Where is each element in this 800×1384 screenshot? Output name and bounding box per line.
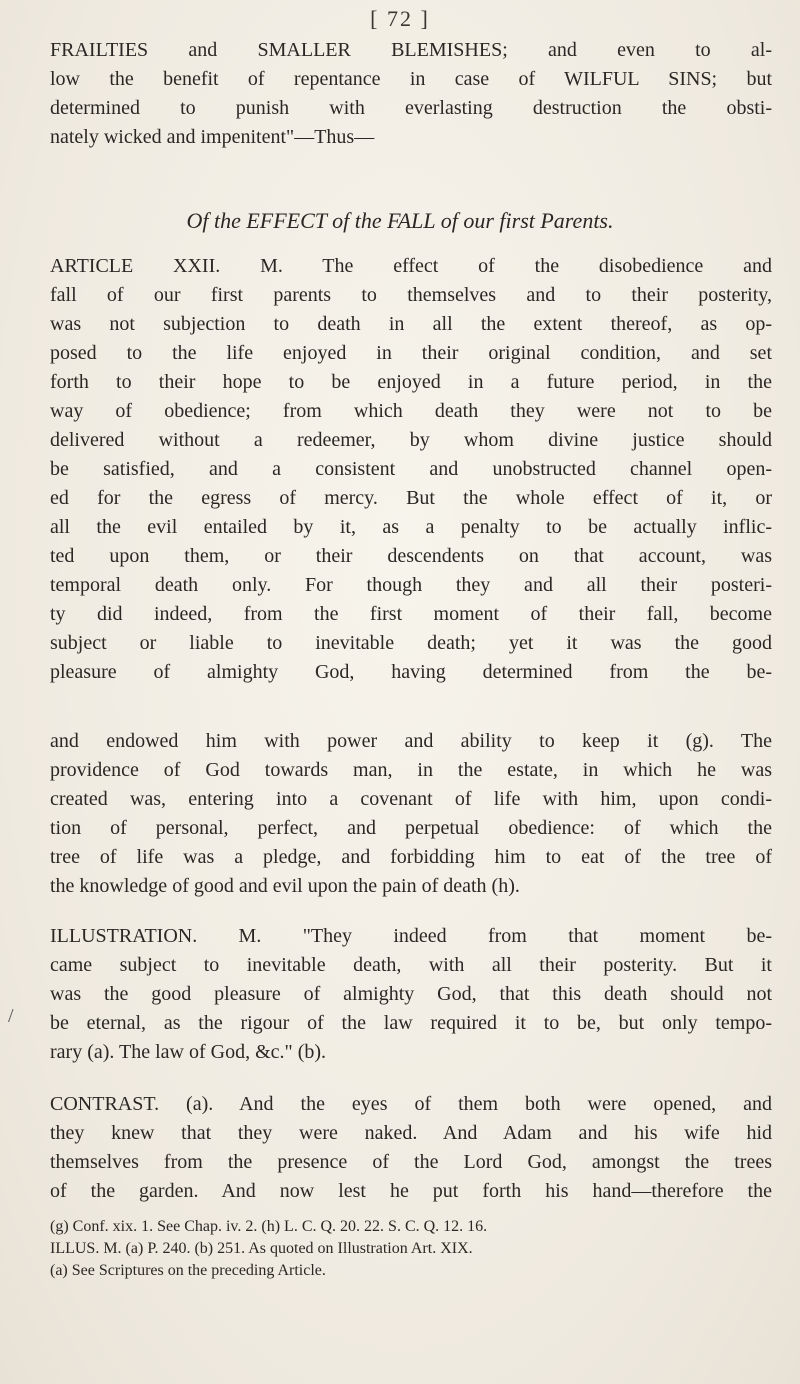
text-line: low the benefit of repentance in case of WILFUL SINS; but: [50, 68, 772, 90]
text-line: rary (a). The law of God, &c." (b).: [50, 1041, 327, 1063]
page-number: [ 72 ]: [370, 6, 430, 31]
text-line: ed for the egress of mercy. But the whole effect of it, or: [50, 487, 772, 509]
section-heading: Of the EFFECT of the FALL of our first Parents.: [186, 208, 614, 233]
text-line: they knew that they were naked. And Adam and his wife hid: [50, 1122, 772, 1144]
margin-slash-mark: /: [8, 1005, 14, 1027]
text-line: fall of our first parents to themselves and to their posterity,: [50, 284, 772, 306]
text-line: the knowledge of good and evil upon the pain of death (h).: [50, 875, 520, 897]
text-line: all the evil entailed by it, as a penalty to be actually inflic-: [50, 516, 772, 538]
text-line: delivered without a redeemer, by whom divine justice should: [50, 429, 772, 451]
text-line: ILLUSTRATION. M. "They indeed from that moment be-: [50, 925, 772, 947]
text-line: pleasure of almighty God, having determined from the be-: [50, 661, 772, 683]
text-line: tion of personal, perfect, and perpetual obedience: of which the: [50, 817, 772, 839]
illustration-paragraph: [50, 922, 772, 1067]
text-line: tree of life was a pledge, and forbidding him to eat of the tree of: [50, 846, 772, 868]
text-line: posed to the life enjoyed in their original condition, and set: [50, 342, 772, 364]
footnote-line: (g) Conf. xix. 1. See Chap. iv. 2. (h) L. C. Q. 20. 22. S. C. Q. 12. 16.: [50, 1218, 488, 1235]
contrast-paragraph: [50, 1090, 772, 1206]
text-line: be eternal, as the rigour of the law required it to be, but only tempo-: [50, 1012, 772, 1034]
continuation-paragraph: [50, 727, 772, 901]
text-line: created was, entering into a covenant of life with him, upon condi-: [50, 788, 772, 810]
footnote-line: ILLUS. M. (a) P. 240. (b) 251. As quoted on Illustration Art. XIX.: [50, 1240, 473, 1257]
text-line: was the good pleasure of almighty God, that this death should not: [50, 983, 772, 1005]
text-line: providence of God towards man, in the estate, in which he was: [50, 759, 772, 781]
text-line: and endowed him with power and ability to keep it (g). The: [50, 730, 772, 752]
text-line: CONTRAST. (a). And the eyes of them both were opened, and: [50, 1093, 772, 1115]
text-line: determined to punish with everlasting destruction the obsti-: [50, 97, 772, 119]
text-line: of the garden. And now lest he put forth his hand—therefore the: [50, 1180, 772, 1202]
text-line: was not subjection to death in all the extent thereof, as op-: [50, 313, 772, 335]
text-line: came subject to inevitable death, with all their posterity. But it: [50, 954, 772, 976]
footnote-line: (a) See Scriptures on the preceding Article.: [50, 1262, 326, 1279]
text-line: ty did indeed, from the first moment of their fall, become: [50, 603, 772, 625]
text-line: way of obedience; from which death they were not to be: [50, 400, 772, 422]
text-line: themselves from the presence of the Lord God, amongst the trees: [50, 1151, 772, 1173]
footnotes: [50, 1216, 772, 1282]
intro-paragraph: [50, 36, 772, 152]
text-line: subject or liable to inevitable death; yet it was the good: [50, 632, 772, 654]
text-line: be satisfied, and a consistent and unobstructed channel open-: [50, 458, 772, 480]
text-line: forth to their hope to be enjoyed in a future period, in the: [50, 371, 772, 393]
text-line: nately wicked and impenitent"—Thus—: [50, 126, 375, 148]
text-line: ted upon them, or their descendents on that account, was: [50, 545, 772, 567]
text-line: temporal death only. For though they and all their posteri-: [50, 574, 772, 596]
text-line: FRAILTIES and SMALLER BLEMISHES; and even to al-: [50, 39, 772, 61]
article-paragraph: [50, 252, 772, 687]
text-line: ARTICLE XXII. M. The effect of the disobedience and: [50, 255, 772, 277]
